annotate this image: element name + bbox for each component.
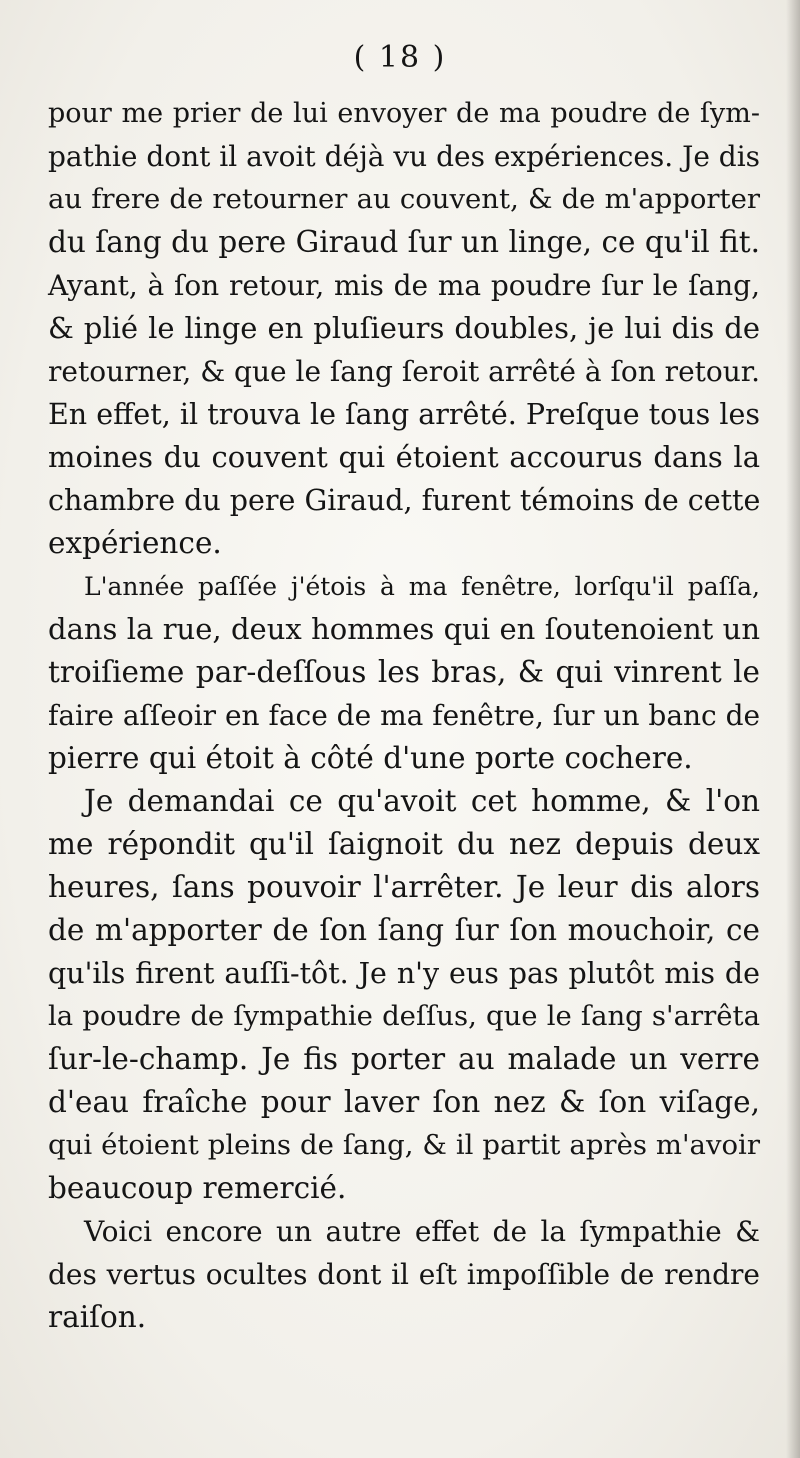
text-line: moines du couvent qui étoient accourus dans la [48, 440, 760, 474]
text-line: retourner, & que le ſang ſeroit arrêté à ſon retour. [48, 355, 760, 388]
text-line: Je demandai ce qu'avoit cet homme, & l'on [84, 784, 760, 818]
text-line: heures, ſans pouvoir l'arrêter. Je leur dis alors [48, 870, 760, 904]
text-line: faire aſſeoir en face de ma fenêtre, ſur un banc de [48, 699, 761, 732]
text-line: En effet, il trouva le ſang arrêté. Preſque tous les [48, 398, 760, 431]
text-line: chambre du pere Giraud, furent témoins de cette [48, 484, 761, 517]
text-line: ſur-le-champ. Je fis porter au malade un verre [48, 1042, 760, 1076]
text-line: qui étoient pleins de ſang, & il partit après m'avoir [48, 1129, 760, 1161]
text-line: Voici encore un autre effet de la ſympathie & [84, 1215, 760, 1248]
paragraph-2 [48, 565, 760, 780]
text-line: expérience. [48, 526, 222, 560]
text-line: d'eau fraîche pour laver ſon nez & ſon viſage, [48, 1085, 760, 1119]
text-line: beaucoup remercié. [48, 1171, 347, 1205]
text-line: pierre qui étoit à côté d'une porte cochere. [48, 741, 693, 775]
paragraph-1 [48, 92, 760, 565]
text-line: pathie dont il avoit déjà vu des expériences. Je dis [48, 140, 761, 173]
text-line: troiſieme par-deſſous les bras, & qui vinrent le [48, 655, 760, 689]
text-line: L'année paſſée j'étois à ma fenêtre, lorſqu'il paſſa, [84, 572, 760, 601]
page-number: ( 18 ) [353, 40, 447, 75]
text-body [48, 92, 760, 1339]
text-line: pour me prier de lui envoyer de ma poudre de ſym- [48, 98, 760, 129]
text-line: la poudre de ſympathie deſſus, que le ſang s'arrêta [48, 1000, 760, 1032]
text-line: dans la rue, deux hommes qui en ſoutenoient un [48, 612, 760, 646]
paragraph-4 [48, 1210, 760, 1339]
text-line: raiſon. [48, 1300, 147, 1334]
text-line: & plié le linge en pluſieurs doubles, je lui dis de [48, 311, 760, 345]
text-line: du ſang du pere Giraud ſur un linge, ce qu'il fit. [48, 225, 760, 259]
paragraph-3 [48, 780, 760, 1210]
page-edge-shadow [786, 0, 800, 1458]
text-line: me répondit qu'il ſaignoit du nez depuis deux [48, 827, 760, 861]
text-line: au frere de retourner au couvent, & de m'apporter [48, 183, 760, 215]
text-line: de m'apporter de ſon ſang ſur ſon mouchoir, ce [48, 913, 760, 947]
text-line: qu'ils firent auſſi-tôt. Je n'y eus pas plutôt mis de [48, 957, 760, 990]
text-line: Ayant, à ſon retour, mis de ma poudre ſur le ſang, [48, 269, 760, 302]
text-line: des vertus ocultes dont il eſt impoſſible de rendre [48, 1258, 760, 1291]
